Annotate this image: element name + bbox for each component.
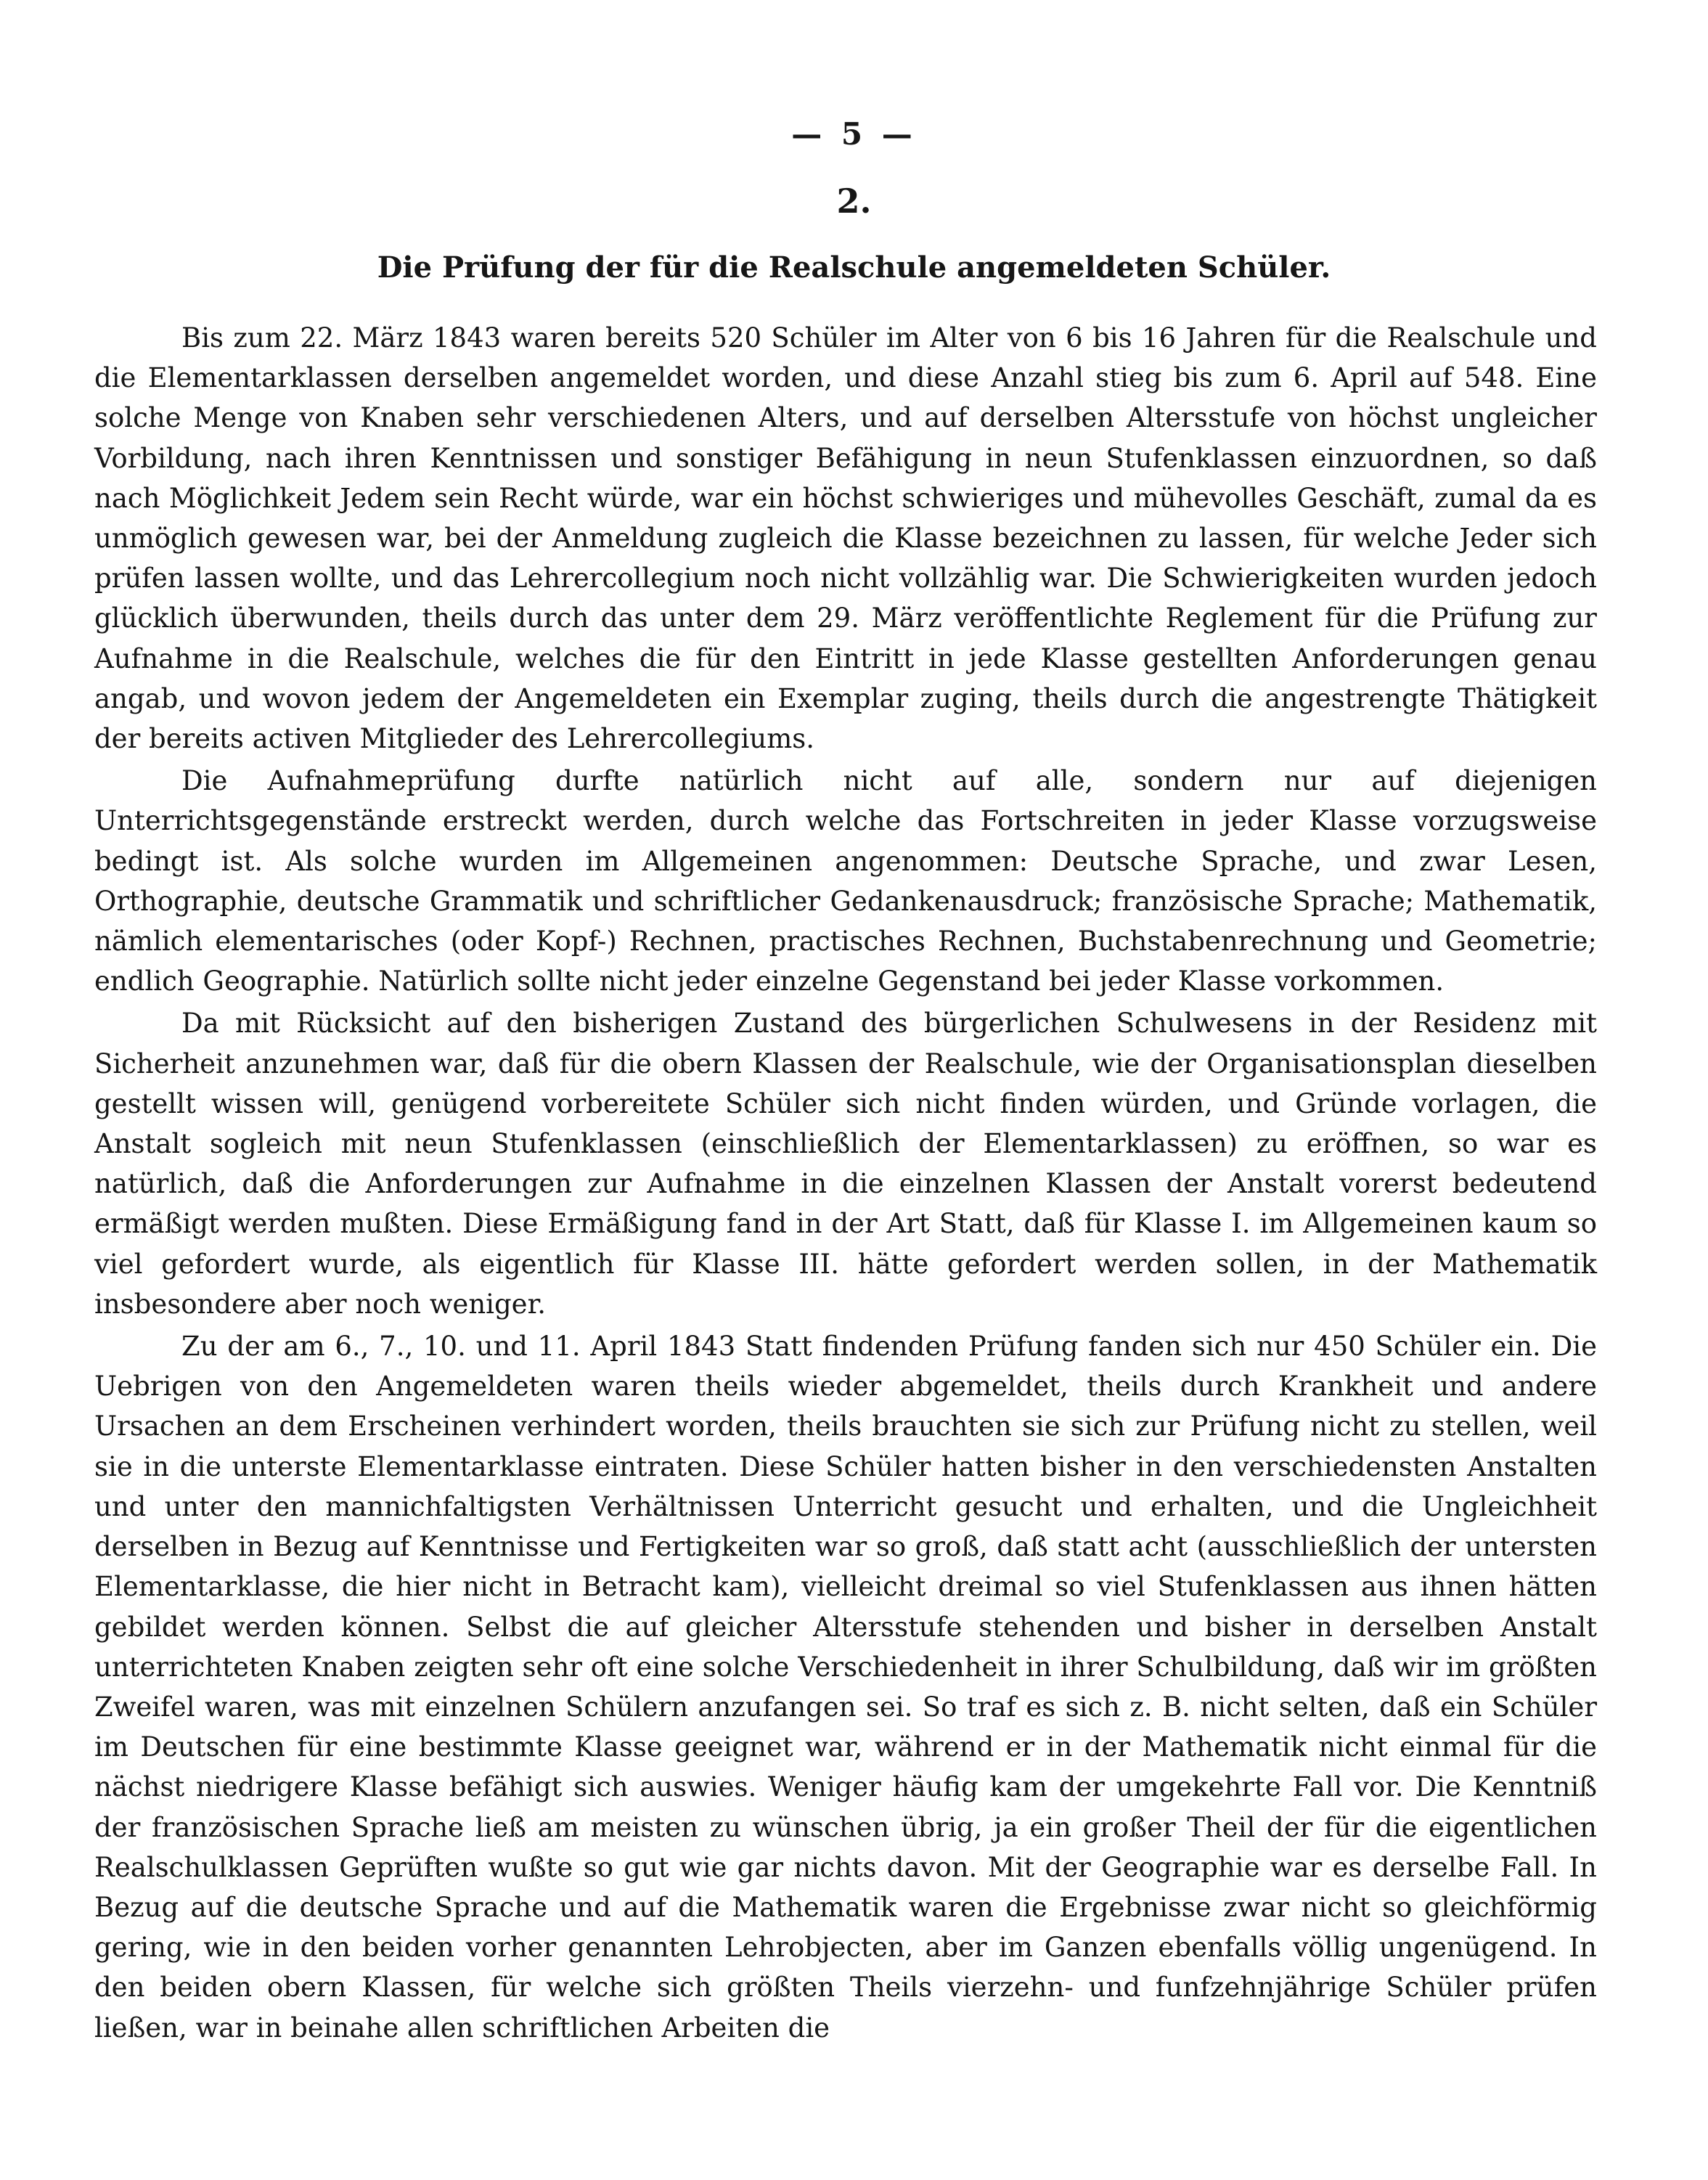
paragraph: Da mit Rücksicht auf den bisherigen Zustand des bürgerlichen Schulwesens in der Residenz mit Sicherheit anzunehmen war, daß für die obern Klassen der Realschule, wie der Organisationsplan dieselben gestellt wissen will, genügend vorbereitete Schüler sich nicht finden würden, und Gründe vorlagen, die Anstalt sogleich mit neun Stufenklassen (einschließlich der Elementarklassen) zu eröffnen, so war es natürlich, daß die Anforderungen zur Aufnahme in die einzelnen Klassen der Anstalt vorerst bedeutend ermäßigt werden mußten. Diese Ermäßigung fand in der Art Statt, daß für Klasse I. im Allgemeinen kaum so viel gefordert wurde, als eigentlich für Klasse III. hätte gefordert werden sollen, in der Mathematik insbesondere aber noch weniger. bbox=[94, 1008, 1597, 1320]
section-number: 2. bbox=[836, 181, 872, 221]
page-number: — 5 — bbox=[791, 116, 917, 152]
paragraph: Zu der am 6., 7., 10. und 11. April 1843 Statt findenden Prüfung fanden sich nur 450 Schüler ein. Die Uebrigen von den Angemeldeten waren theils wieder abgemeldet, theils durch Krankheit und andere Ursachen an dem Erscheinen verhindert worden, theils brauchten sie sich zur Prüfung nicht zu stellen, weil sie in die unterste Elementarklasse eintraten. Diese Schüler hatten bisher in den verschiedensten Anstalten und unter den mannichfaltigsten Verhältnissen Unterricht gesucht und erhalten, und die Ungleichheit derselben in Bezug auf Kenntnisse und Fertigkeiten war so groß, daß statt acht (ausschließlich der untersten Elementarklasse, die hier nicht in Betracht kam), vielleicht dreimal so viel Stufenklassen aus ihnen hätten gebildet werden können. Selbst die auf gleicher Altersstufe stehenden und bisher in derselben Anstalt unterrichteten Knaben zeigten sehr oft eine solche Verschiedenheit in ihrer Schulbildung, daß wir im größten Zweifel waren, was mit einzelnen Schülern anzufangen sei. So traf es sich z. B. nicht selten, daß ein Schüler im Deutschen für eine bestimmte Klasse geeignet war, während er in der Mathematik nicht einmal für die nächst niedrigere Klasse befähigt sich auswies. Weniger häufig kam der umgekehrte Fall vor. Die Kenntniß der französischen Sprache ließ am meisten zu wünschen übrig, ja ein großer Theil der für die eigentlichen Realschulklassen Geprüften wußte so gut wie gar nichts davon. Mit der Geographie war es derselbe Fall. In Bezug auf die deutsche Sprache und auf die Mathematik waren die Ergebnisse zwar nicht so gleichförmig gering, wie in den beiden vorher genannten Lehrobjecten, aber im Ganzen ebenfalls völlig ungenügend. In den beiden obern Klassen, für welche sich größten Theils vierzehn- und funfzehnjährige Schüler prüfen ließen, war in beinahe allen schriftlichen Arbeiten die bbox=[94, 1331, 1597, 2044]
section-title: Die Prüfung der für die Realschule angemeldeten Schüler. bbox=[377, 250, 1331, 285]
body-text bbox=[94, 318, 1597, 2050]
paragraph: Die Aufnahmeprüfung durfte natürlich nicht auf alle, sondern nur auf diejenigen Unterrichtsgegenstände erstreckt werden, durch welche das Fortschreiten in jeder Klasse vorzugsweise bedingt ist. Als solche wurden im Allgemeinen angenommen: Deutsche Sprache, und zwar Lesen, Orthographie, deutsche Grammatik und schriftlicher Gedankenausdruck; französische Sprache; Mathematik, nämlich elementarisches (oder Kopf-) Rechnen, practisches Rechnen, Buchstabenrechnung und Geometrie; endlich Geographie. Natürlich sollte nicht jeder einzelne Gegenstand bei jeder Klasse vorkommen. bbox=[94, 765, 1597, 997]
paragraph: Bis zum 22. März 1843 waren bereits 520 Schüler im Alter von 6 bis 16 Jahren für die Realschule und die Elementarklassen derselben angemeldet worden, und diese Anzahl stieg bis zum 6. April auf 548. Eine solche Menge von Knaben sehr verschiedenen Alters, und auf derselben Altersstufe von höchst ungleicher Vorbildung, nach ihren Kenntnissen und sonstiger Befähigung in neun Stufenklassen einzuordnen, so daß nach Möglichkeit Jedem sein Recht würde, war ein höchst schwieriges und mühevolles Geschäft, zumal da es unmöglich gewesen war, bei der Anmeldung zugleich die Klasse bezeichnen zu lassen, für welche Jeder sich prüfen lassen wollte, und das Lehrercollegium noch nicht vollzählig war. Die Schwierigkeiten wurden jedoch glücklich überwunden, theils durch das unter dem 29. März veröffentlichte Reglement für die Prüfung zur Aufnahme in die Realschule, welches die für den Eintritt in jede Klasse gestellten Anforderungen genau angab, und wovon jedem der Angemeldeten ein Exemplar zuging, theils durch die angestrengte Thätigkeit der bereits activen Mitglieder des Lehrercollegiums. bbox=[94, 322, 1597, 755]
